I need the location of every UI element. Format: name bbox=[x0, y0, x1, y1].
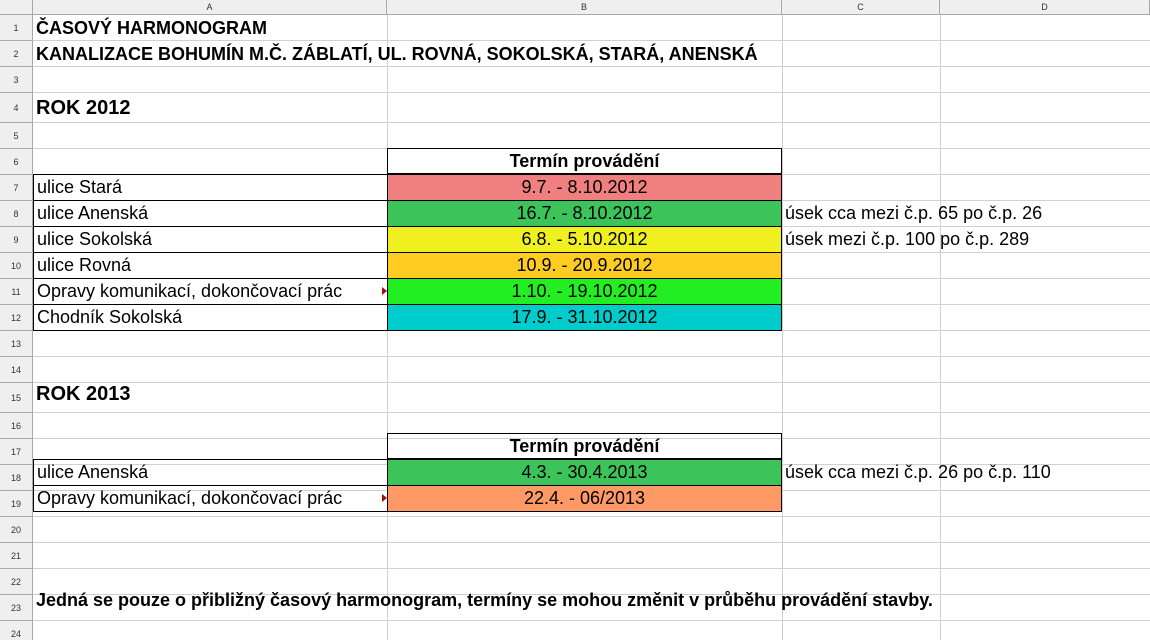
term-cell[interactable]: 22.4. - 06/2013 bbox=[387, 485, 782, 512]
row-header-16[interactable]: 16 bbox=[0, 413, 33, 439]
row-header-12[interactable]: 12 bbox=[0, 305, 33, 331]
title-cell[interactable]: ČASOVÝ HARMONOGRAM bbox=[36, 18, 268, 38]
row-header-11[interactable]: 11 bbox=[0, 279, 33, 305]
column-header-b[interactable]: B bbox=[387, 0, 782, 15]
row-header-6[interactable]: 6 bbox=[0, 149, 33, 175]
grid-column-line bbox=[940, 15, 941, 640]
row-header-14[interactable]: 14 bbox=[0, 357, 33, 383]
term-cell[interactable]: 17.9. - 31.10.2012 bbox=[387, 304, 782, 331]
row-header-5[interactable]: 5 bbox=[0, 123, 33, 149]
term-cell[interactable]: 9.7. - 8.10.2012 bbox=[387, 174, 782, 201]
column-header-a[interactable]: A bbox=[33, 0, 387, 15]
grid-row-line bbox=[33, 516, 1150, 517]
footer-note[interactable]: Jedná se pouze o přibližný časový harmonogram, termíny se mohou změnit v průběhu provádění stavby. bbox=[36, 590, 933, 610]
grid-row-line bbox=[33, 356, 1150, 357]
row-header-13[interactable]: 13 bbox=[0, 331, 33, 357]
row-label[interactable]: Opravy komunikací, dokončovací prác bbox=[33, 485, 388, 512]
section-note[interactable]: úsek mezi č.p. 100 po č.p. 289 bbox=[785, 229, 1030, 249]
row-label[interactable]: Opravy komunikací, dokončovací prác bbox=[33, 278, 388, 305]
row-header-4[interactable]: 4 bbox=[0, 93, 33, 123]
table-2013-header[interactable]: Termín provádění bbox=[387, 433, 782, 459]
row-label[interactable]: Chodník Sokolská bbox=[33, 304, 388, 331]
term-cell[interactable]: 10.9. - 20.9.2012 bbox=[387, 252, 782, 279]
row-label[interactable]: ulice Anenská bbox=[33, 200, 388, 227]
column-header-c[interactable]: C bbox=[782, 0, 940, 15]
row-header-1[interactable]: 1 bbox=[0, 15, 33, 41]
row-header-2[interactable]: 2 bbox=[0, 41, 33, 67]
row-header-9[interactable]: 9 bbox=[0, 227, 33, 253]
subtitle-cell[interactable]: KANALIZACE BOHUMÍN M.Č. ZÁBLATÍ, UL. ROVNÁ, SOKOLSKÁ, STARÁ, ANENSKÁ bbox=[36, 44, 758, 64]
term-cell[interactable]: 16.7. - 8.10.2012 bbox=[387, 200, 782, 227]
row-label[interactable]: ulice Stará bbox=[33, 174, 388, 201]
grid-row-line bbox=[33, 620, 1150, 621]
grid-row-line bbox=[33, 412, 1150, 413]
row-header-19[interactable]: 19 bbox=[0, 491, 33, 517]
grid-row-line bbox=[33, 568, 1150, 569]
row-header-7[interactable]: 7 bbox=[0, 175, 33, 201]
row-header-22[interactable]: 22 bbox=[0, 569, 33, 595]
column-header-d[interactable]: D bbox=[940, 0, 1150, 15]
term-cell[interactable]: 6.8. - 5.10.2012 bbox=[387, 226, 782, 253]
table-2012-header[interactable]: Termín provádění bbox=[387, 148, 782, 174]
year-2012-heading[interactable]: ROK 2012 bbox=[36, 97, 131, 119]
row-header-18[interactable]: 18 bbox=[0, 465, 33, 491]
row-header-21[interactable]: 21 bbox=[0, 543, 33, 569]
row-header-20[interactable]: 20 bbox=[0, 517, 33, 543]
row-label[interactable]: ulice Sokolská bbox=[33, 226, 388, 253]
row-label[interactable]: ulice Anenská bbox=[33, 459, 388, 486]
grid-row-line bbox=[33, 542, 1150, 543]
term-cell[interactable]: 1.10. - 19.10.2012 bbox=[387, 278, 782, 305]
row-label[interactable]: ulice Rovná bbox=[33, 252, 388, 279]
row-header-8[interactable]: 8 bbox=[0, 201, 33, 227]
select-all-corner[interactable] bbox=[0, 0, 33, 15]
grid-column-line bbox=[782, 15, 783, 640]
term-cell[interactable]: 4.3. - 30.4.2013 bbox=[387, 459, 782, 486]
row-header-24[interactable]: 24 bbox=[0, 621, 33, 640]
row-header-10[interactable]: 10 bbox=[0, 253, 33, 279]
row-header-15[interactable]: 15 bbox=[0, 383, 33, 413]
section-note[interactable]: úsek cca mezi č.p. 26 po č.p. 110 bbox=[785, 462, 1051, 482]
section-note[interactable]: úsek cca mezi č.p. 65 po č.p. 26 bbox=[785, 203, 1043, 223]
row-header-17[interactable]: 17 bbox=[0, 439, 33, 465]
year-2013-heading[interactable]: ROK 2013 bbox=[36, 383, 131, 405]
row-header-23[interactable]: 23 bbox=[0, 595, 33, 621]
row-header-3[interactable]: 3 bbox=[0, 67, 33, 93]
